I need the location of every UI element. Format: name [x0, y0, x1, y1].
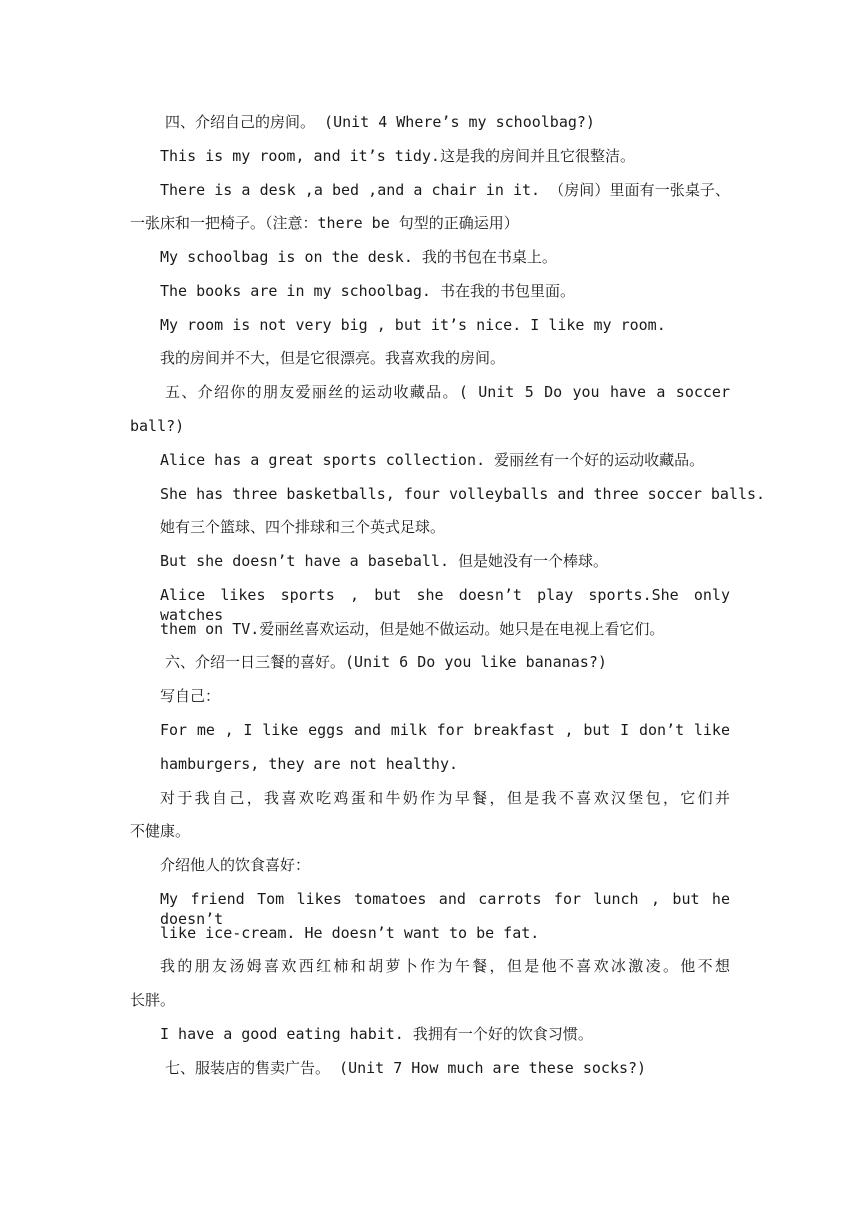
paragraph-line: I have a good eating habit. 我拥有一个好的饮食习惯。	[160, 1025, 593, 1043]
section-heading-unit-6: 六、介绍一日三餐的喜好。(Unit 6 Do you like bananas?)	[165, 653, 607, 671]
paragraph-line: 长胖。	[130, 991, 176, 1009]
subheading-self: 写自己：	[160, 687, 221, 705]
paragraph-line: My schoolbag is on the desk. 我的书包在书桌上。	[160, 248, 557, 266]
section-heading-continuation: ball?)	[130, 417, 185, 435]
paragraph-line: The books are in my schoolbag. 书在我的书包里面。	[160, 282, 575, 300]
paragraph-line: But she doesn’t have a baseball. 但是她没有一个棒球。	[160, 552, 609, 570]
section-heading-unit-4: 四、介绍自己的房间。 (Unit 4 Where’s my schoolbag?)	[165, 113, 595, 131]
subheading-others: 介绍他人的饮食喜好：	[160, 856, 311, 874]
paragraph-line: Alice likes sports , but she doesn’t play sports.She only watches	[160, 586, 730, 624]
paragraph-line: 不健康。	[130, 822, 191, 840]
paragraph-line: For me , I like eggs and milk for breakfast , but I don’t like	[160, 721, 730, 739]
paragraph-line: Alice has a great sports collection. 爱丽丝有一个好的运动收藏品。	[160, 451, 705, 469]
section-heading-unit-7: 七、服装店的售卖广告。 (Unit 7 How much are these socks?)	[165, 1059, 647, 1077]
paragraph-line: 她有三个篮球、四个排球和三个英式足球。	[160, 518, 446, 536]
paragraph-line: My friend Tom likes tomatoes and carrots for lunch , but he doesn’t	[160, 890, 730, 928]
paragraph-line: My room is not very big , but it’s nice. I like my room.	[160, 316, 666, 334]
section-heading-unit-5: 五、介绍你的朋友爱丽丝的运动收藏品。( Unit 5 Do you have a soccer	[165, 383, 730, 401]
paragraph-line: 对于我自己，我喜欢吃鸡蛋和牛奶作为早餐，但是我不喜欢汉堡包，它们并	[160, 789, 730, 807]
paragraph-line: There is a desk ,a bed ,and a chair in it. （房间）里面有一张桌子、	[160, 181, 730, 199]
paragraph-line: them on TV.爱丽丝喜欢运动，但是她不做运动。她只是在电视上看它们。	[160, 620, 665, 638]
paragraph-line: hamburgers, they are not healthy.	[160, 755, 459, 773]
paragraph-line: like ice-cream. He doesn’t want to be fat.	[160, 924, 540, 942]
paragraph-line: 我的朋友汤姆喜欢西红柿和胡萝卜作为午餐，但是他不喜欢冰激凌。他不想	[160, 957, 730, 975]
paragraph-line: She has three basketballs, four volleyballs and three soccer balls.	[160, 485, 766, 503]
paragraph-line: 我的房间并不大，但是它很漂亮。我喜欢我的房间。	[160, 349, 506, 367]
paragraph-line: 一张床和一把椅子。（注意：there be 句型的正确运用）	[130, 214, 519, 232]
paragraph-line: This is my room, and it’s tidy.这是我的房间并且它很整洁。	[160, 147, 635, 165]
